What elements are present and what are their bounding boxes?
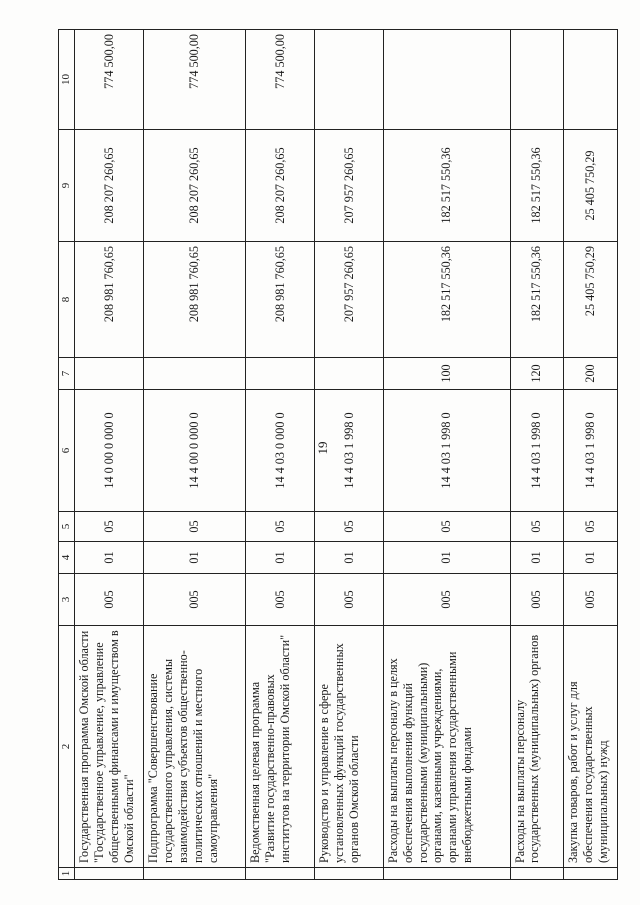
cell-col9: 208 207 260,65: [144, 130, 246, 242]
row-name: Расходы на выплаты персоналу государственных (муниципальных) органов: [510, 626, 564, 868]
cell-col8: 25 405 750,29: [564, 242, 618, 358]
cell-col8: 182 517 550,36: [510, 242, 564, 358]
cell-col8: 208 981 760,65: [75, 242, 144, 358]
cell-col7: [315, 358, 384, 390]
cell-col7: 200: [564, 358, 618, 390]
col-header-9: 9: [59, 130, 75, 242]
row-index-cell: [510, 868, 564, 880]
cell-col9: 208 207 260,65: [75, 130, 144, 242]
col-header-1: 1: [59, 868, 75, 880]
row-index-cell: [246, 868, 315, 880]
cell-col3: 005: [75, 574, 144, 626]
cell-col6: 14 4 03 0 000 0: [246, 390, 315, 512]
cell-col5: 05: [315, 512, 384, 542]
budget-table: [58, 29, 618, 880]
cell-col6: 14 4 03 1 998 0: [510, 390, 564, 512]
table-row: [144, 30, 246, 880]
cell-col10: [383, 30, 510, 130]
cell-col10: [564, 30, 618, 130]
rotated-table-frame: [58, 30, 618, 880]
cell-col5: 05: [144, 512, 246, 542]
cell-col4: 01: [246, 542, 315, 574]
cell-col10: 774 500,00: [75, 30, 144, 130]
col-header-10: 10: [59, 30, 75, 130]
cell-col5: 05: [246, 512, 315, 542]
cell-col10: 774 500,00: [144, 30, 246, 130]
col-header-7: 7: [59, 358, 75, 390]
row-index-cell: [75, 868, 144, 880]
row-index-cell: [315, 868, 384, 880]
cell-col8: 207 957 260,65: [315, 242, 384, 358]
table-row: [510, 30, 564, 880]
cell-col5: 05: [75, 512, 144, 542]
cell-col9: 208 207 260,65: [246, 130, 315, 242]
cell-col4: 01: [315, 542, 384, 574]
cell-col4: 01: [564, 542, 618, 574]
cell-col10: [315, 30, 384, 130]
table-row: [246, 30, 315, 880]
col-header-4: 4: [59, 542, 75, 574]
row-name: Расходы на выплаты персоналу в целях обеспечения выполнения функций государственными (муниципальными) органами, казенными учреждениями, органами управления государственными внебюджетными фондами: [383, 626, 510, 868]
header-row: [59, 30, 75, 880]
cell-col8: 208 981 760,65: [246, 242, 315, 358]
table-row: [383, 30, 510, 880]
cell-col9: 182 517 550,36: [383, 130, 510, 242]
cell-col3: 005: [510, 574, 564, 626]
col-header-8: 8: [59, 242, 75, 358]
cell-col6: 14 4 03 1 998 0: [564, 390, 618, 512]
col-header-3: 3: [59, 574, 75, 626]
cell-col6: 14 4 03 1 998 0: [315, 390, 384, 512]
cell-col8: 208 981 760,65: [144, 242, 246, 358]
row-name: Закупка товаров, работ и услуг для обеспечения государственных (муниципальных) нужд: [564, 626, 618, 868]
cell-col3: 005: [246, 574, 315, 626]
table-row: [564, 30, 618, 880]
table-row: [315, 30, 384, 880]
cell-col7: [144, 358, 246, 390]
row-name: Государственная программа Омской области "Государственное управление, управление общественными финансами и имуществом в Омской области": [75, 626, 144, 868]
cell-col4: 01: [75, 542, 144, 574]
cell-col7: 100: [383, 358, 510, 390]
cell-col4: 01: [383, 542, 510, 574]
cell-col9: 182 517 550,36: [510, 130, 564, 242]
cell-col9: 25 405 750,29: [564, 130, 618, 242]
cell-col3: 005: [564, 574, 618, 626]
cell-col3: 005: [383, 574, 510, 626]
row-name: Подпрограмма "Совершенствование государственного управления, системы взаимодействия субъектов общественно-политических отношений и местного самоуправления": [144, 626, 246, 868]
cell-col6: 14 4 00 0 000 0: [144, 390, 246, 512]
cell-col10: 774 500,00: [246, 30, 315, 130]
cell-col8: 182 517 550,36: [383, 242, 510, 358]
page-number: 19: [315, 441, 330, 455]
cell-col7: [246, 358, 315, 390]
cell-col10: [510, 30, 564, 130]
cell-col5: 05: [510, 512, 564, 542]
col-header-2: 2: [59, 626, 75, 868]
row-name: Руководство и управление в сфере установленных функций государственных органов Омской области: [315, 626, 384, 868]
cell-col5: 05: [383, 512, 510, 542]
cell-col7: 120: [510, 358, 564, 390]
row-name: Ведомственная целевая программа "Развитие государственно-правовых институтов на территории Омской области": [246, 626, 315, 868]
cell-col6: 14 0 00 0 000 0: [75, 390, 144, 512]
cell-col7: [75, 358, 144, 390]
row-index-cell: [383, 868, 510, 880]
col-header-6: 6: [59, 390, 75, 512]
cell-col9: 207 957 260,65: [315, 130, 384, 242]
cell-col4: 01: [510, 542, 564, 574]
col-header-5: 5: [59, 512, 75, 542]
cell-col6: 14 4 03 1 998 0: [383, 390, 510, 512]
cell-col3: 005: [144, 574, 246, 626]
table-row: [75, 30, 144, 880]
cell-col4: 01: [144, 542, 246, 574]
cell-col5: 05: [564, 512, 618, 542]
row-index-cell: [144, 868, 246, 880]
cell-col3: 005: [315, 574, 384, 626]
row-index-cell: [564, 868, 618, 880]
